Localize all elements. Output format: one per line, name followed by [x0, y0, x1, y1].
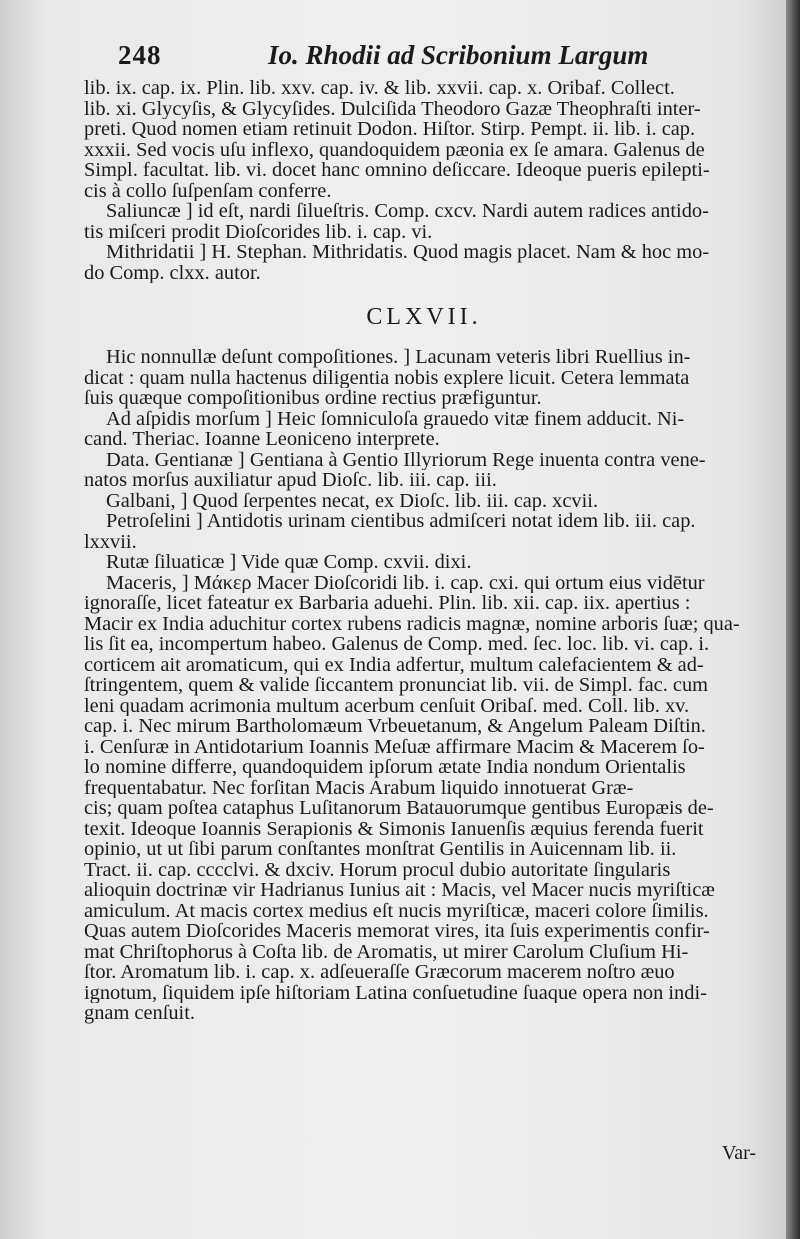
- page-edge-shadow: [786, 0, 800, 1239]
- text-line: natos morſus auxiliatur apud Dioſc. lib. iii. cap. iii.: [84, 470, 497, 491]
- paragraph: [84, 511, 764, 552]
- text-line: lxxvii.: [84, 531, 137, 552]
- text-line: i. Cenſuræ in Antidotarium Ioannis Meſuæ affirmare Macim & Macerem ſo-: [84, 736, 705, 757]
- text-line: lib. xi. Glycyſis, & Glycyſides. Dulciſida Theodoro Gazæ Theophraſti inter-: [84, 98, 701, 119]
- text-line: Galbani, ] Quod ſerpentes necat, ex Dioſc. lib. iii. cap. xcvii.: [106, 490, 599, 511]
- text-line: Hic nonnullæ deſunt compoſitiones. ] Lacunam veteris libri Ruellius in-: [106, 347, 691, 368]
- paragraph: [84, 491, 764, 512]
- text-line: Saliuncæ ] id eſt, nardi ſilueſtris. Comp. cxcv. Nardi autem radices antido-: [106, 201, 709, 222]
- text-line: ſtringentem, quem & valide ſiccantem pronunciat lib. vii. de Simpl. fac. cum: [84, 675, 709, 696]
- text-line: do Comp. clxx. autor.: [84, 262, 261, 283]
- running-title: Io. Rhodii ad Scribonium Largum: [268, 40, 649, 70]
- text-line: ignoraſſe, licet fateatur ex Barbaria aduehi. Plin. lib. xii. cap. iix. apertius :: [84, 593, 691, 614]
- text-line: preti. Quod nomen etiam retinuit Dodon. Hiſtor. Stirp. Pempt. ii. lib. i. cap.: [84, 119, 696, 140]
- text-line: corticem ait aromaticum, qui ex India adfertur, multum calefacientem & ad-: [84, 654, 704, 675]
- text-line: mat Chriſtophorus à Coſta lib. de Aromatis, ut mirer Carolum Cluſium Hi-: [84, 941, 689, 962]
- paragraph: [84, 409, 764, 450]
- text-line: dicat : quam nulla hactenus diligentia nobis explere licuit. Cetera lemmata: [84, 367, 690, 388]
- text-line: lis ſit ea, incompertum habeo. Galenus de Comp. med. ſec. loc. lib. vi. cap. i.: [84, 634, 710, 655]
- text-line: frequentabatur. Nec forſitan Macis Arabum liquido innotuerat Græ-: [84, 777, 634, 798]
- text-line: Mithridatii ] H. Stephan. Mithridatis. Quod magis placet. Nam & hoc mo-: [106, 242, 710, 263]
- paragraph: [84, 573, 764, 1024]
- page-number: 248: [118, 40, 162, 70]
- text-line: ſtor. Aromatum lib. i. cap. x. adſeueraſſe Græcorum macerem noſtro æuo: [84, 962, 675, 983]
- text-line: ſuis quæque compoſitionibus ordine rectius præfiguntur.: [84, 388, 542, 409]
- paragraph: [84, 201, 764, 242]
- paragraph: [84, 347, 764, 409]
- text-line: ignotum, ſiquidem ipſe hiſtoriam Latina conſuetudine ſuaque opera non indi-: [84, 982, 707, 1003]
- page-header: [118, 40, 758, 80]
- text-line: Simpl. facultat. lib. vi. docet hanc omnino deſiccare. Ideoque pueris epilepti-: [84, 160, 710, 181]
- text-line: tis miſceri prodit Dioſcorides lib. i. cap. vi.: [84, 221, 433, 242]
- paragraph: [84, 552, 764, 573]
- text-line: cis; quam poſtea cataphus Luſitanorum Batauorumque gentibus Europæis de-: [84, 798, 714, 819]
- text-line: Quas autem Dioſcorides Maceris memorat vires, ita ſuis experimentis confir-: [84, 921, 710, 942]
- text-line: Maceris, ] Μάκερ Macer Dioſcoridi lib. i. cap. cxi. qui ortum eius vidētur: [106, 572, 705, 593]
- text-line: cis à collo ſuſpenſam conferre.: [84, 180, 332, 201]
- text-line: Petroſelini ] Antidotis urinam cientibus admiſceri notat idem lib. iii. cap.: [106, 511, 696, 532]
- text-line: alioquin doctrinæ vir Hadrianus Iunius ait : Macis, vel Macer nucis myriſticæ: [84, 880, 715, 901]
- text-line: Macir ex India aduchitur cortex rubens radicis magnæ, nomine arboris ſuæ; qua-: [84, 613, 740, 634]
- text-line: gnam cenſuit.: [84, 1003, 195, 1024]
- text-line: Tract. ii. cap. cccclvi. & dxciv. Horum procul dubio autoritate ſingularis: [84, 859, 671, 880]
- paragraph: [84, 450, 764, 491]
- section-heading: CLXVII.: [366, 304, 482, 330]
- text-line: amiculum. At macis cortex medius eſt nucis myriſticæ, maceri colore ſimilis.: [84, 900, 709, 921]
- text-line: texit. Ideoque Ioannis Serapionis & Simonis Ianuenſis æquius ferenda fuerit: [84, 818, 704, 839]
- body-text: [84, 78, 764, 1024]
- text-line: xxxii. Sed vocis uſu inflexo, quandoquidem pæonia ex ſe amara. Galenus de: [84, 139, 705, 160]
- text-line: leni quadam acrimonia multum acerbum cenſuit Oribaſ. med. Coll. lib. xv.: [84, 695, 690, 716]
- text-line: Data. Gentianæ ] Gentiana à Gentio Illyriorum Rege inuenta contra vene-: [106, 449, 706, 470]
- text-line: Rutæ ſiluaticæ ] Vide quæ Comp. cxvii. dixi.: [106, 552, 472, 573]
- text-line: opinio, ut ut ſibi parum conſtantes monſtrat Gentilis in Auicennam lib. ii.: [84, 839, 677, 860]
- paragraph: [84, 242, 764, 283]
- text-line: Ad aſpidis morſum ] Heic ſomniculoſa grauedo vitæ finem adducit. Ni-: [106, 408, 685, 429]
- text-line: cand. Theriac. Ioanne Leoniceno interprete.: [84, 429, 440, 450]
- paragraph: [84, 78, 764, 201]
- text-line: lo nomine differre, quandoquidem ipſorum ætate India nondum Orientalis: [84, 757, 686, 778]
- text-line: cap. i. Nec mirum Bartholomæum Vrbeuetanum, & Angelum Paleam Diſtin.: [84, 716, 706, 737]
- text-line: lib. ix. cap. ix. Plin. lib. xxv. cap. iv. & lib. xxvii. cap. x. Oribaf. Collect.: [84, 78, 675, 99]
- catchword: Var-: [721, 1142, 756, 1164]
